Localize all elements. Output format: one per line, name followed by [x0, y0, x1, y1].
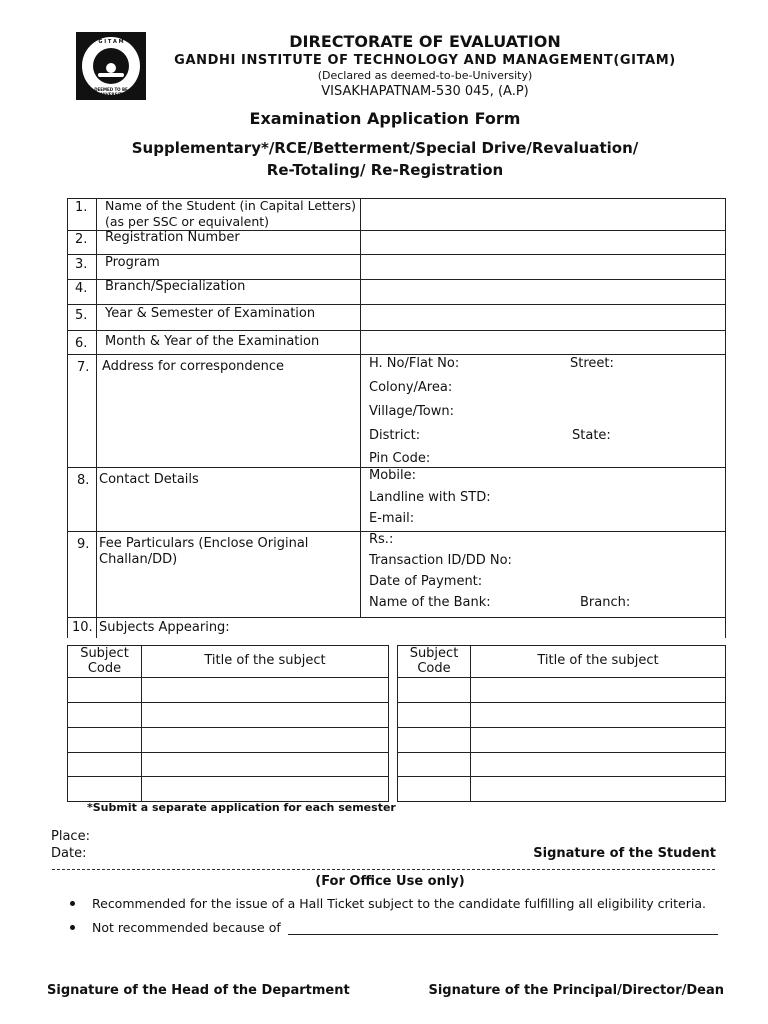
field-street[interactable]: Street:	[570, 356, 614, 371]
label-student-name-note: (as per SSC or equivalent)	[105, 214, 270, 229]
subject-title-header: Title of the subject	[204, 653, 326, 668]
student-signature-label: Signature of the Student	[533, 846, 716, 861]
code-header-line-2: Code	[87, 661, 122, 676]
row-number: 2.	[75, 232, 88, 247]
label-student-name: Name of the Student (in Capital Letters)	[105, 198, 357, 213]
field-transaction-id[interactable]: Transaction ID/DD No:	[369, 553, 512, 568]
logo-emblem	[93, 48, 129, 84]
logo-text-bottom: DEEMED TO BE UNIVERSITY	[94, 87, 128, 97]
branch-field[interactable]	[362, 281, 724, 303]
gitam-logo	[76, 32, 146, 100]
reason-input-line[interactable]	[288, 934, 718, 935]
subject-entry-rows[interactable]	[68, 678, 388, 801]
code-header-line-2: Code	[417, 661, 451, 676]
field-payment-date[interactable]: Date of Payment:	[369, 574, 483, 589]
exam-types-line-1: Supplementary*/RCE/Betterment/Special Drive/Revaluation/	[131, 139, 639, 157]
field-mobile[interactable]: Mobile:	[369, 468, 417, 483]
label-registration-number: Registration Number	[105, 230, 240, 245]
field-amount[interactable]: Rs.:	[369, 532, 394, 547]
sun-icon	[106, 63, 116, 73]
row-number: 3.	[75, 257, 88, 272]
label-contact: Contact Details	[99, 472, 199, 487]
row-number: 8.	[77, 473, 90, 488]
row-number: 9.	[77, 537, 90, 552]
bullet-icon	[70, 925, 75, 930]
label-month-year: Month & Year of the Examination	[105, 334, 320, 349]
student-name-field[interactable]	[362, 200, 724, 229]
logo-ring	[82, 37, 140, 95]
code-header-line-1: Subject	[80, 646, 129, 661]
registration-number-field[interactable]	[362, 232, 724, 253]
office-use-heading: (For Office Use only)	[315, 874, 465, 889]
institute-name: GANDHI INSTITUTE OF TECHNOLOGY AND MANAGEMENT(GITAM)	[174, 53, 676, 68]
program-field[interactable]	[362, 256, 724, 278]
row-number: 6.	[75, 336, 88, 351]
field-email[interactable]: E-mail:	[369, 511, 415, 526]
field-colony[interactable]: Colony/Area:	[369, 380, 453, 395]
label-fee: Fee Particulars (Enclose Original	[99, 536, 309, 551]
semester-note: *Submit a separate application for each semester	[87, 801, 396, 814]
label-fee-note: Challan/DD)	[99, 552, 178, 567]
field-district[interactable]: District:	[369, 428, 421, 443]
exam-types-line-2: Re-Totaling/ Re-Registration	[266, 161, 504, 179]
code-header-line-1: Subject	[409, 646, 459, 661]
bullet-icon	[70, 901, 75, 906]
month-year-field[interactable]	[362, 332, 724, 353]
field-bank-name[interactable]: Name of the Bank:	[369, 595, 491, 610]
label-address: Address for correspondence	[102, 359, 285, 374]
field-house-no[interactable]: H. No/Flat No:	[369, 356, 460, 371]
office-use-divider	[52, 869, 715, 870]
city-line: VISAKHAPATNAM-530 045, (A.P)	[321, 84, 529, 99]
label-year-semester: Year & Semester of Examination	[105, 306, 316, 321]
row-number: 1.	[75, 200, 88, 215]
recommended-text: Recommended for the issue of a Hall Ticket subject to the candidate fulfilling all eligibility criteria.	[92, 896, 706, 911]
field-village[interactable]: Village/Town:	[369, 404, 454, 419]
place-label: Place:	[51, 829, 90, 844]
field-landline[interactable]: Landline with STD:	[369, 490, 491, 505]
row-number: 10.	[72, 620, 93, 635]
subject-title-header: Title of the subject	[537, 653, 659, 668]
row-number: 4.	[75, 281, 88, 296]
directorate-title: DIRECTORATE OF EVALUATION	[289, 32, 561, 51]
declared-note: (Declared as deemed-to-be-University)	[317, 69, 533, 82]
field-pin-code[interactable]: Pin Code:	[369, 451, 431, 466]
row-number: 5.	[75, 308, 88, 323]
date-label: Date:	[51, 846, 87, 861]
label-subjects-appearing: Subjects Appearing:	[99, 620, 230, 635]
label-branch: Branch/Specialization	[105, 279, 246, 294]
year-semester-field[interactable]	[362, 306, 724, 329]
wave-icon	[98, 73, 124, 77]
label-program: Program	[105, 255, 160, 270]
row-number: 7.	[77, 360, 90, 375]
form-title: Examination Application Form	[249, 109, 521, 128]
subject-entry-rows[interactable]	[398, 678, 725, 801]
field-state[interactable]: State:	[572, 428, 611, 443]
hod-signature-label: Signature of the Head of the Department	[47, 983, 350, 998]
not-recommended-text: Not recommended because of	[92, 920, 281, 935]
logo-text-top: G I T A M	[98, 39, 124, 45]
field-bank-branch[interactable]: Branch:	[580, 595, 631, 610]
principal-signature-label: Signature of the Principal/Director/Dean	[428, 983, 724, 998]
